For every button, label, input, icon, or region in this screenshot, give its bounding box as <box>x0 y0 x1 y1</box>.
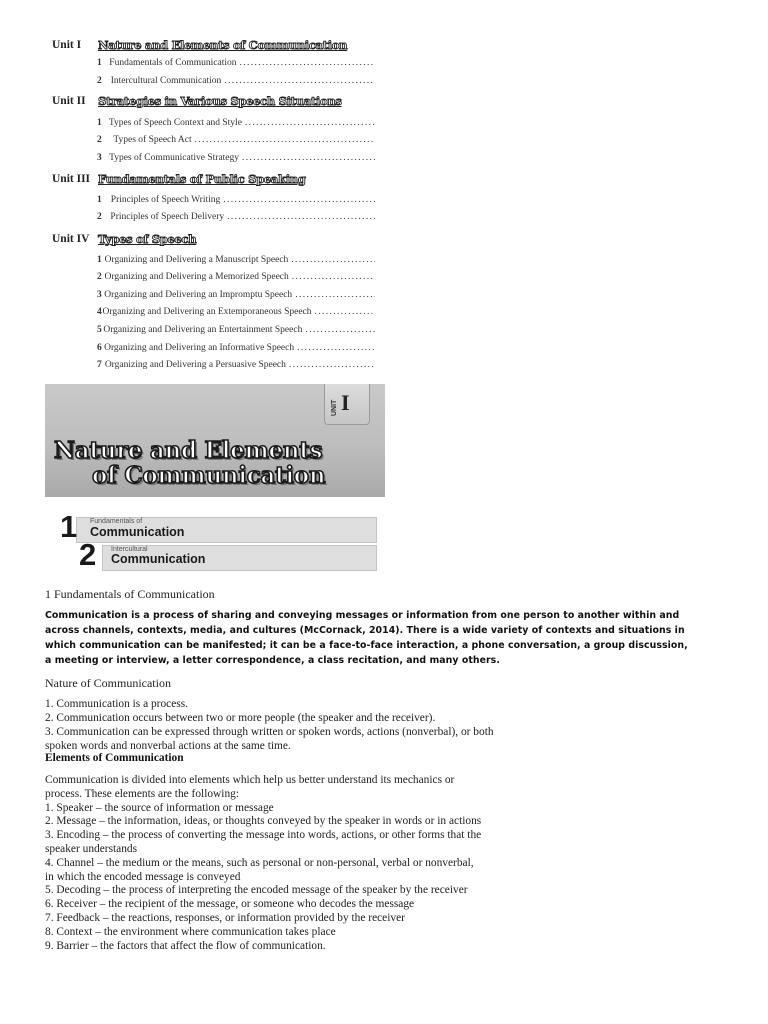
lesson-bar-number: 1 <box>60 509 78 544</box>
lesson-title: Types of Speech Context and Style <box>108 118 242 128</box>
unit-title: Nature and Elements of Communication <box>98 38 348 52</box>
lesson-title: Organizing and Delivering a Manuscript Speech <box>104 255 289 265</box>
nature-list <box>45 697 645 753</box>
list-item: spoken words and nonverbal actions at the same time. <box>45 740 291 752</box>
list-item: 6. Receiver – the recipient of the message, or someone who decodes the message <box>45 898 415 911</box>
toc-lesson-row <box>97 255 375 269</box>
list-item: 4. Channel – the medium or the means, such as personal or non-personal, verbal or nonverbal, <box>45 856 474 869</box>
list-item: Communication is divided into elements which help us better understand its mechanics or <box>45 774 455 786</box>
lesson-title: Intercultural Communication <box>110 76 222 86</box>
lesson-title: Organizing and Delivering an Impromptu Speech <box>104 290 293 300</box>
nature-heading: Nature of Communication <box>45 676 171 690</box>
unit-tab-label: UNIT <box>331 399 338 416</box>
lesson-number: 5 <box>97 325 102 335</box>
dot-leader <box>291 255 375 265</box>
dot-leader <box>315 307 375 317</box>
lesson-number: 1 <box>97 195 102 205</box>
toc-unit-heading <box>52 231 196 247</box>
toc-lesson-row <box>97 58 375 72</box>
unit-label: Unit I <box>52 39 82 51</box>
unit-title: Fundamentals of Public Speaking <box>98 172 306 186</box>
toc-lesson-row <box>97 118 375 132</box>
dot-leader <box>242 153 375 163</box>
list-item: 2. Message – the information, ideas, or thoughts conveyed by the speaker in words or in actions <box>45 815 482 828</box>
list-item: 1. Communication is a process. <box>45 698 188 710</box>
dot-leader <box>224 76 375 86</box>
list-item: process. These elements are the following: <box>45 787 240 800</box>
lesson-number: 1 <box>97 118 102 128</box>
unit-tab-number: I <box>341 390 350 415</box>
toc-unit-heading <box>52 37 347 53</box>
banner-title-line-2: of Communication <box>92 462 326 489</box>
list-item: 9. Barrier – the factors that affect the flow of communication. <box>45 939 326 952</box>
list-item: 7. Feedback – the reactions, responses, or information provided by the receiver <box>45 911 405 924</box>
lesson-number: 2 <box>97 135 102 145</box>
lesson-title: Organizing and Delivering an Entertainment Speech <box>103 325 303 335</box>
toc-lesson-row <box>97 212 375 226</box>
lesson-title: Fundamentals of Communication <box>109 58 237 68</box>
dot-leader <box>245 118 375 128</box>
toc-lesson-row <box>97 343 375 357</box>
toc-lesson-row <box>97 135 375 149</box>
section-heading: 1 Fundamentals of Communication <box>45 587 215 601</box>
lesson-bar-number: 2 <box>79 537 97 572</box>
lesson-bar-title: Communication <box>111 552 206 566</box>
toc-lesson-row <box>97 195 375 209</box>
lesson-number: 7 <box>97 360 102 370</box>
dot-leader <box>292 272 375 282</box>
lesson-title: Types of Speech Act <box>113 135 192 145</box>
dot-leader <box>295 290 375 300</box>
lesson-number: 2 <box>97 272 102 282</box>
unit-title: Strategies in Various Speech Situations <box>98 94 342 108</box>
dot-leader <box>227 212 375 222</box>
toc-lesson-row <box>97 290 375 304</box>
toc-lesson-row <box>97 272 375 286</box>
paragraph-line: which communication can be manifested; it can be a face-to-face interaction, a phone conversation, a group discussion, <box>45 640 688 651</box>
lesson-number: 2 <box>97 76 102 86</box>
list-item: 5. Decoding – the process of interpreting the encoded message of the speaker by the receiver <box>45 884 468 897</box>
lesson-number: 4 <box>97 307 102 317</box>
dot-leader <box>289 360 375 370</box>
toc-lesson-row <box>97 76 375 90</box>
lesson-title: Principles of Speech Writing <box>110 195 221 205</box>
lesson-bar-subtitle: Intercultural <box>111 546 148 553</box>
toc-lesson-row <box>97 360 375 374</box>
intro-paragraph <box>45 608 725 668</box>
banner-title-line-1: Nature and Elements <box>54 437 323 464</box>
lesson-title: Organizing and Delivering a Persuasive Speech <box>104 360 286 370</box>
lesson-title: Principles of Speech Delivery <box>110 212 225 222</box>
list-item: speaker understands <box>45 842 138 855</box>
elements-heading: Elements of Communication <box>45 752 184 764</box>
unit-banner <box>45 384 385 497</box>
elements-list <box>45 774 645 953</box>
lesson-number: 6 <box>97 343 102 353</box>
toc-unit-heading <box>52 93 342 109</box>
unit-label: Unit II <box>52 95 86 107</box>
lesson-bar-subtitle: Fundamentals of <box>90 518 143 525</box>
list-item: 3. Encoding – the process of converting the message into words, actions, or other forms that the <box>45 829 482 842</box>
lesson-number: 2 <box>97 212 102 222</box>
toc-lesson-row <box>97 307 375 321</box>
list-item: 8. Context – the environment where communication takes place <box>45 925 336 938</box>
lesson-number: 1 <box>97 58 102 68</box>
lesson-title: Types of Communicative Strategy <box>109 153 240 163</box>
toc-unit-heading <box>52 171 306 187</box>
dot-leader <box>239 58 375 68</box>
lesson-title: Organizing and Delivering a Memorized Speech <box>104 272 289 282</box>
list-item: 1. Speaker – the source of information or message <box>45 801 274 814</box>
lesson-number: 1 <box>97 255 102 265</box>
list-item: 3. Communication can be expressed through written or spoken words, actions (nonverbal), or both <box>45 726 494 738</box>
paragraph-line: a meeting or interview, a letter correspondence, a class recitation, and many others. <box>45 655 500 666</box>
paragraph-line: Communication is a process of sharing and conveying messages or information from one person to another within and <box>45 610 680 621</box>
dot-leader <box>305 325 375 335</box>
list-item: 2. Communication occurs between two or more people (the speaker and the receiver). <box>45 712 436 724</box>
dot-leader <box>297 343 375 353</box>
lesson-title: Organizing and Delivering an Extemporaneous Speech <box>102 307 312 317</box>
dot-leader <box>223 195 375 205</box>
lesson-title: Organizing and Delivering an Informative Speech <box>104 343 295 353</box>
unit-label: Unit IV <box>52 233 90 245</box>
dot-leader <box>195 135 375 145</box>
unit-title: Types of Speech <box>98 232 197 246</box>
toc-lesson-row <box>97 153 375 167</box>
paragraph-line: across channels, contexts, media, and cultures (McCornack, 2014). There is a wide variety of contexts and situations in <box>45 625 685 636</box>
lesson-number: 3 <box>97 153 102 163</box>
unit-label: Unit III <box>52 173 91 185</box>
lesson-number: 3 <box>97 290 102 300</box>
toc-lesson-row <box>97 325 375 339</box>
lesson-bar-title: Communication <box>90 525 185 539</box>
list-item: in which the encoded message is conveyed <box>45 870 241 883</box>
